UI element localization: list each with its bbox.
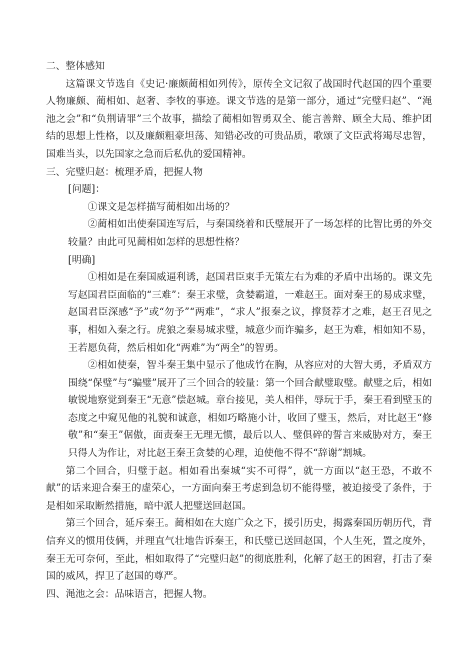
section-heading-complete-jade: 三、完璧归赵：梳理矛盾，把握人物 bbox=[46, 166, 203, 178]
question-label: [问题]： bbox=[68, 184, 106, 196]
question-1: ①课文是怎样描写蔺相如出场的？ bbox=[87, 201, 235, 213]
document-page bbox=[46, 58, 432, 603]
answer-block bbox=[46, 252, 432, 463]
overview-paragraph: 这篇课文节选自《史记·廉颇蔺相如列传》，原传全文记叙了战国时代赵国的四个重要人物廉颇、蔺相如、赵奢、李牧的事迹。课文节选的是第一部分，通过“完璧归赵”、“渑池之会”和“负荆请罪”三个故事，描绘了蔺相如智勇双全、能言善辩、顾全大局、维护团结的思想上性格，以及廉颇粗豪坦荡、知错必改的可贵品质，歌颂了文臣武将竭尽忠智，国难当头，以先国家之急而后私仇的爱国精神。 bbox=[46, 78, 432, 160]
section-heading-overview: 二、整体感知 bbox=[46, 61, 105, 72]
answer-label: [明确] bbox=[68, 254, 96, 266]
round-2-paragraph: 第二个回合，归璧于赵。相如看出秦城“实不可得”，就一方面以“赵王恐，不敢不献”的话来迎合秦王的虚荣心，一方面向秦王考虑到急切不能得璧，被迫接受了条件，于是相如采取断然措施，暗中派人把璧送回赵国。 bbox=[46, 465, 432, 512]
answer-1: ①相如是在秦国威逼利诱，赵国君臣束手无策左右为难的矛盾中出场的。课文先写赵国君臣面临的“三难”：秦王求璧，贪婪霸道，一难赵王。面对秦王的易成求璧，赵国君臣深感“予”或“勿予”“两难”，“求人”报秦之议，撑贤荐才之难，赵王召见之事，相如入秦之行。虎狼之秦易城求璧，城意少而诈骗多，赵王为难，相如知不易，王若愿负荷，然后相如化“两难”为“两全”的智勇。 bbox=[68, 272, 432, 354]
answer-2: ②相如使秦，智斗秦王集中显示了他成竹在胸，从容应对的大智大勇，矛盾双方围绕“保璧”与“骗璧”展开了三个回合的较量：第一个回合献璧取璧。献璧之后，相如敏锐地察觉到秦王“无意”偿赵城。章台接见，美人相伴，辱玩于手，秦王看到壁玉的态度之中窥见他的礼貌和诚意，相如巧略施小计，收回了璧玉，然后，对比赵王“修敬”和“秦王”倨傲，面责秦王无理无惯，最后以人、璧俱碎的誓言来威胁对方，秦王只得人为作让，对比赵王秦王贪婪的心理，迫使他不得不“辞谢”割城。 bbox=[68, 360, 432, 460]
section-heading-mianchi: 四、渑池之会：品味语言，把握人物。 bbox=[46, 588, 213, 600]
question-block bbox=[46, 181, 432, 251]
round-3-paragraph: 第三个回合，延斥秦王。蔺相如在大庭广众之下，援引历史，揭露秦国历朝历代，背信弃义的惯用伎俩，并理直气壮地告诉秦王，和氏璧已送回赵国，个人生死，置之度外，秦王无可奈何，至此，相如取得了“完璧归赵”的彻底胜利，化解了赵王的困窘，打击了秦国的威风，捍卫了赵国的尊严。 bbox=[46, 518, 432, 583]
question-2: ②蔺相如出使秦国连写后，与秦国绕着和氏璧展开了一场怎样的比智比勇的外交较量？由此可见蔺相如怎样的思想性格？ bbox=[68, 219, 432, 248]
